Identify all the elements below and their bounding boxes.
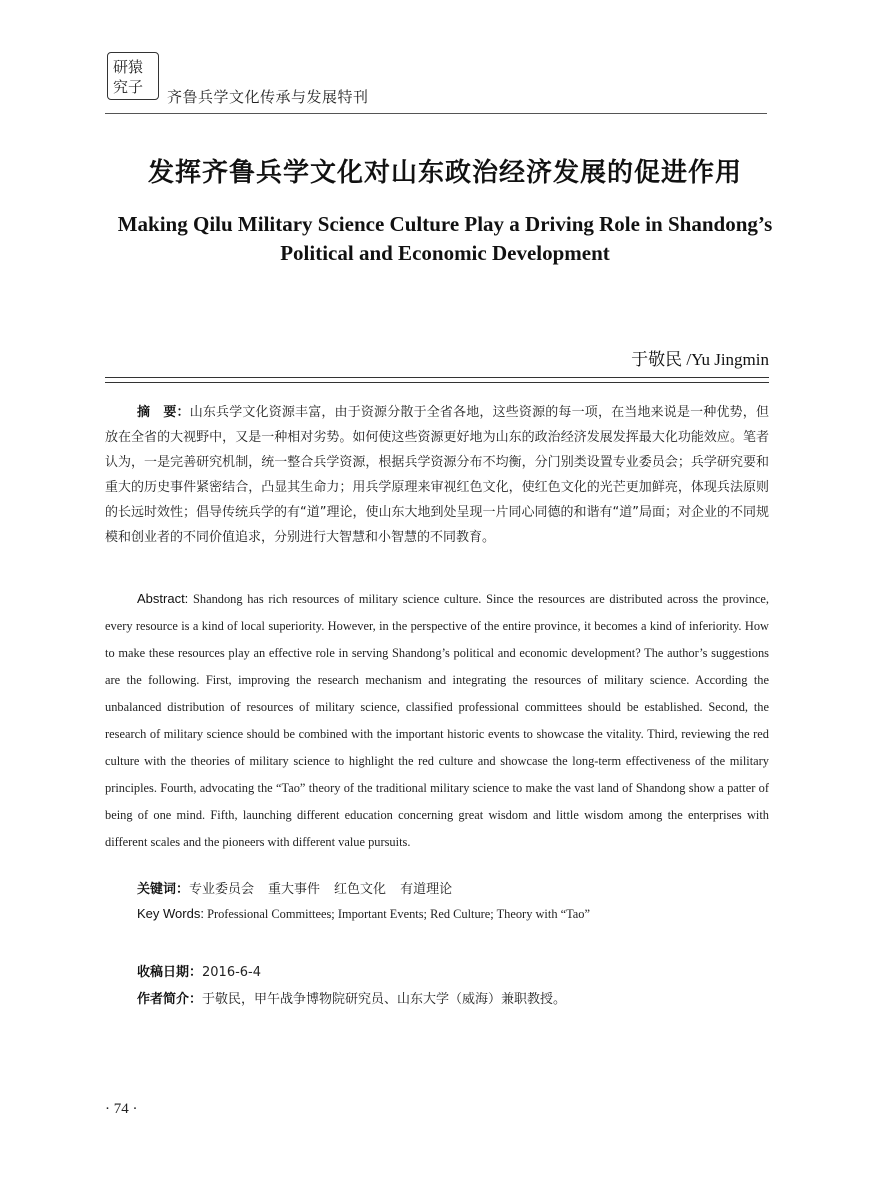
abstract-cn-label: 摘 要：: [137, 405, 190, 420]
keywords-cn: [137, 878, 466, 897]
author-bio-text: 于敬民，甲午战争博物院研究员、山东大学（威海）兼职教授。: [202, 992, 567, 1007]
abstract-en: [105, 585, 769, 856]
article-title-en: Making Qilu Military Science Culture Play a Driving Role in Shandong’s Political and Economic Development: [117, 212, 773, 265]
received-date-value: 2016-6-4: [202, 965, 262, 980]
keyword-item: 红色文化: [334, 882, 387, 897]
abstract-cn-text: 山东兵学文化资源丰富，由于资源分散于全省各地，这些资源的每一项，在当地来说是一种优势，但放在全省的大视野中，又是一种相对劣势。如何使这些资源更好地为山东的政治经济发展发挥最大化功能效应。笔者认为，一是完善研究机制，统一整合兵学资源，根据兵学资源分布不均衡，分门别类设置专业委员会；兵学研究要和重大的历史事件紧密结合，凸显其生命力；用兵学原理来审视红色文化，使红色文化的光芒更加鲜亮，体现兵法原则的长远时效性；倡导传统兵学的有“道”理论，使山东大地到处呈现一片同心同德的和谐有“道”局面；对企业的不同规模和创业者的不同价值追求，分别进行大智慧和小智慧的不同教育。: [105, 405, 769, 545]
header-divider: [105, 113, 767, 114]
logo-text-bottom: 究子: [113, 78, 144, 96]
keyword-item: 专业委员会: [189, 882, 255, 897]
journal-logo: [107, 52, 159, 100]
keywords-en-label: Key Words:: [137, 906, 204, 921]
received-date-label: 收稿日期：: [137, 965, 203, 980]
divider-bottom: [105, 382, 769, 383]
logo-text-top: 研猿: [113, 58, 144, 76]
abstract-en-text: Shandong has rich resources of military science culture. Since the resources are distributed across the province, every resource is a kind of local superiority. However, in the perspective of the entire province, it becomes a kind of inferiority. How to make these resources play an effective role in serving Shandong’s political and economic development? The author’s suggestions are the following. First, improving the research mechanism and integrating the resources of military science. According the unbalanced distribution of resources of military science, classified professional committees should be established. Second, the research of military science should be combined with the important historic events to showcase the vitality. Third, reviewing the red culture with the theories of military science to highlight the red culture and showcase the long-term effectiveness of the military principles. Fourth, advocating the “Tao” theory of the traditional military science to make the vast land of Shandong show a patter of being of one mind. Fifth, launching different education concerning great wisdom and little wisdom among the enterprises with different scales and the pioneers with different value pursuits.: [105, 592, 769, 849]
keywords-en-text: Professional Committees; Important Events; Red Culture; Theory with “Tao”: [207, 907, 591, 921]
author-bio-label: 作者简介：: [137, 992, 203, 1007]
keyword-item: 有道理论: [400, 882, 453, 897]
keywords-en: [137, 906, 590, 922]
author-name: 于敬民 /Yu Jingmin: [631, 350, 769, 369]
page-header: [105, 52, 767, 114]
author-bio: [137, 988, 566, 1007]
journal-title: 齐鲁兵学文化传承与发展特刊: [167, 88, 369, 106]
keywords-cn-label: 关键词：: [137, 882, 190, 897]
article-title-cn: 发挥齐鲁兵学文化对山东政治经济发展的促进作用: [147, 158, 742, 188]
received-date: [137, 961, 261, 980]
divider-top: [105, 377, 769, 378]
abstract-en-label: Abstract:: [137, 591, 189, 606]
abstract-cn: [105, 400, 769, 550]
page-number: · 74 ·: [105, 1101, 138, 1117]
keyword-item: 重大事件: [268, 882, 321, 897]
